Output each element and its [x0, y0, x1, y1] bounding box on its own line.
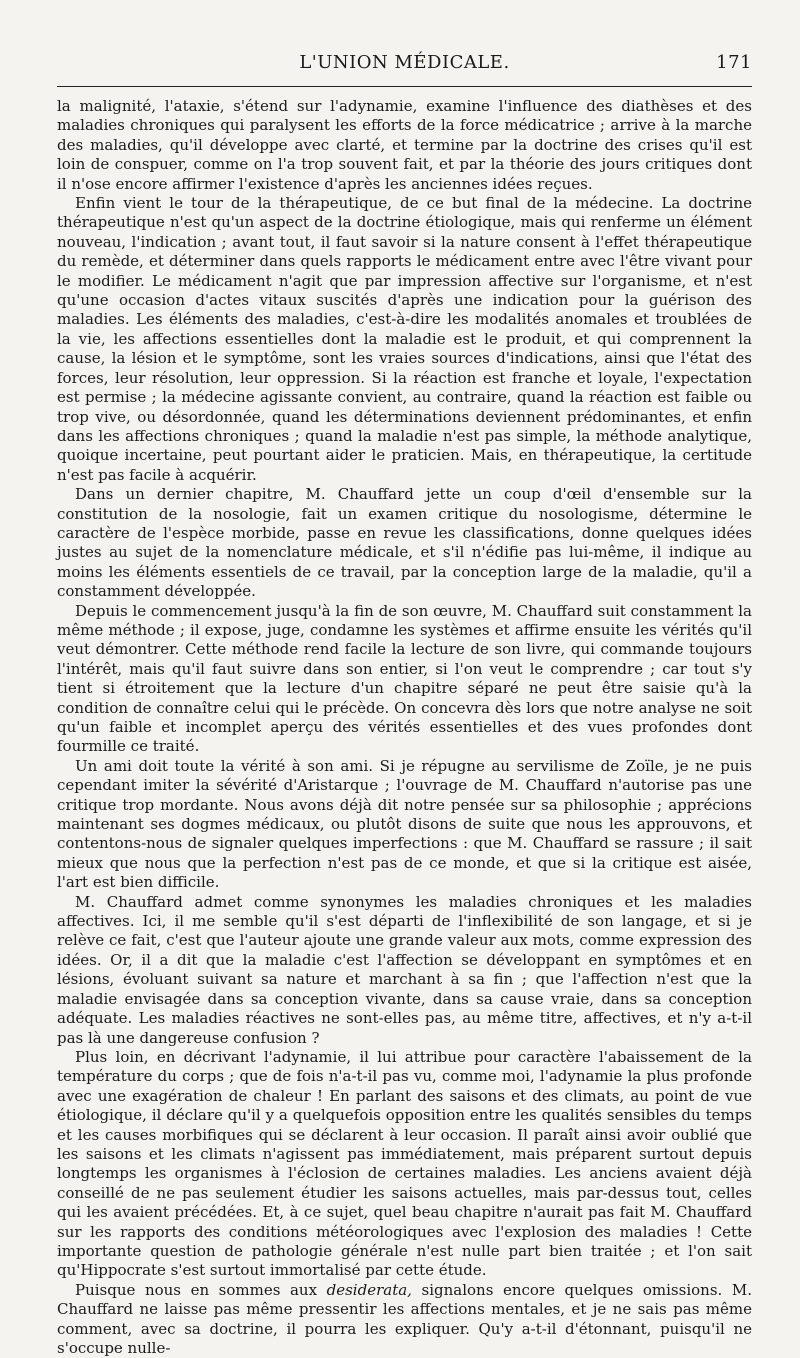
- paragraph-3: Dans un dernier chapitre, M. Chauffard jette un coup d'œil d'ensemble sur la constitution de la nosologie, fait un examen critique du nosologisme, détermine le caractère de l'espèce morbide, passe en revue les classifications, donne quelques idées justes au sujet de la nomenclature médicale, et s'il n'édifie pas lui-même, il indique au moins les éléments essentiels de ce travail, par la conception large de la maladie, qu'il a constamment développée.: [57, 485, 752, 601]
- running-header: [57, 52, 752, 78]
- article-body: [57, 97, 752, 1358]
- paragraph-8-start: Puisque nous en sommes aux: [75, 1280, 327, 1299]
- paragraph-8: [57, 1281, 752, 1358]
- paragraph-1: la malignité, l'ataxie, s'étend sur l'adynamie, examine l'influence des diathèses et des maladies chroniques qui paralysent les efforts de la force médicatrice ; arrive à la marche des maladies, qu'il développe avec clarté, et termine par la doctrine des crises qu'il est loin de conspuer, comme on l'a trop souvent fait, et par la théorie des jours critiques dont il n'ose encore affirmer l'existence d'après les anciennes idées reçues.: [57, 97, 752, 193]
- paragraph-8-end: signalons encore quelques omissions. M. Chauffard ne laisse pas même pressentir les affections mentales, et je ne sais pas même comment, avec sa doctrine, il pourra les expliquer. Qu'y a-t-il d'étonnant, puisqu'il ne s'occupe nulle-: [57, 1280, 752, 1357]
- paragraph-8-italic: desiderata,: [326, 1280, 412, 1299]
- paragraph-6: M. Chauffard admet comme synonymes les maladies chroniques et les maladies affectives. Ici, il me semble qu'il s'est départi de l'inflexibilité de son langage, et si je relève ce fait, c'est que l'auteur ajoute une grande valeur aux mots, comme expression des idées. Or, il a dit que la maladie c'est l'affection se développant en symptômes et en lésions, évoluant suivant sa nature et marchant à sa fin ; que l'affection n'est que la maladie envisagée dans sa conception vivante, dans sa cause vraie, dans sa conception adéquate. Les maladies réactives ne sont-elles pas, au même titre, affectives, et n'y a-t-il pas là une dangereuse confusion ?: [57, 892, 752, 1047]
- paragraph-7: Plus loin, en décrivant l'adynamie, il lui attribue pour caractère l'abaissement de la température du corps ; que de fois n'a-t-il pas vu, comme moi, l'adynamie la plus profonde avec une exagération de chaleur ! En parlant des saisons et des climats, au point de vue étiologique, il déclare qu'il y a quelquefois opposition entre les qualités sensibles du temps et les causes morbifiques qui se déclarent à leur occasion. Il paraît ainsi avoir oublié que les saisons et les climats n'agissent pas immédiatement, mais préparent surtout depuis longtemps les organismes à l'éclosion de certaines maladies. Les anciens avaient déjà conseillé de ne pas seulement étudier les saisons actuelles, mais par-dessus tout, celles qui les avaient précédées. Et, à ce sujet, quel beau chapitre n'aurait pas fait M. Chauffard sur les rapports des conditions météorologiques avec l'explosion des maladies ! Cette importante question de pathologie générale n'est nulle part bien traitée ; et l'on sait qu'Hippocrate s'est surtout immortalisé par cette étude.: [57, 1047, 752, 1280]
- journal-title: L'UNION MÉDICALE.: [299, 52, 510, 73]
- paragraph-2: Enfin vient le tour de la thérapeutique, de ce but final de la médecine. La doctrine thérapeutique n'est qu'un aspect de la doctrine étiologique, mais qui renferme un élément nouveau, l'indication ; avant tout, il faut savoir si la nature consent à l'effet thérapeutique du remède, et déterminer dans quels rapports le médicament entre avec l'être vivant pour le modifier. Le médicament n'agit que par impression affective sur l'organisme, et n'est qu'une occasion d'actes vitaux suscités d'après une indication pour la guérison des maladies. Les éléments des maladies, c'est-à-dire les modalités anomales et troublées de la vie, les affections essentielles dont la maladie est le produit, et qui comprennent la cause, la lésion et le symptôme, sont les vraies sources d'indications, ainsi que l'état des forces, leur résolution, leur oppression. Si la réaction est franche et loyale, l'expectation est permise ; la médecine agissante convient, au contraire, quand la réaction est faible ou trop vive, ou désordonnée, quand les déterminations deviennent prédominantes, et enfin dans les affections chroniques ; quand la maladie n'est pas simple, la méthode analytique, quoique incertaine, peut pourtant aider le praticien. Mais, en thérapeutique, la certitude n'est pas facile à acquérir.: [57, 194, 752, 484]
- page-number: 171: [716, 52, 752, 73]
- paragraph-4: Depuis le commencement jusqu'à la fin de son œuvre, M. Chauffard suit constamment la même méthode ; il expose, juge, condamne les systèmes et affirme ensuite les vérités qu'il veut démontrer. Cette méthode rend facile la lecture de son livre, qui commande toujours l'intérêt, mais qu'il faut suivre dans son entier, si l'on veut le comprendre ; car tout s'y tient si étroitement que la lecture d'un chapitre séparé ne peut être saisie qu'à la condition de connaître celui qui le précède. On concevra dès lors que notre analyse ne soit qu'un faible et incomplet aperçu des vérités essentielles et des vues profondes dont fourmille ce traité.: [57, 601, 752, 756]
- header-rule: [57, 86, 752, 87]
- paragraph-5: Un ami doit toute la vérité à son ami. Si je répugne au servilisme de Zoïle, je ne puis cependant imiter la sévérité d'Aristarque ; l'ouvrage de M. Chauffard n'autorise pas une critique trop mordante. Nous avons déjà dit notre pensée sur sa philosophie ; apprécions maintenant ses dogmes médicaux, ou plutôt disons de suite que nous les approuvons, et contentons-nous de signaler quelques imperfections : que M. Chauffard se rassure ; il sait mieux que nous que la perfection n'est pas de ce monde, et que si la critique est aisée, l'art est bien difficile.: [57, 756, 752, 892]
